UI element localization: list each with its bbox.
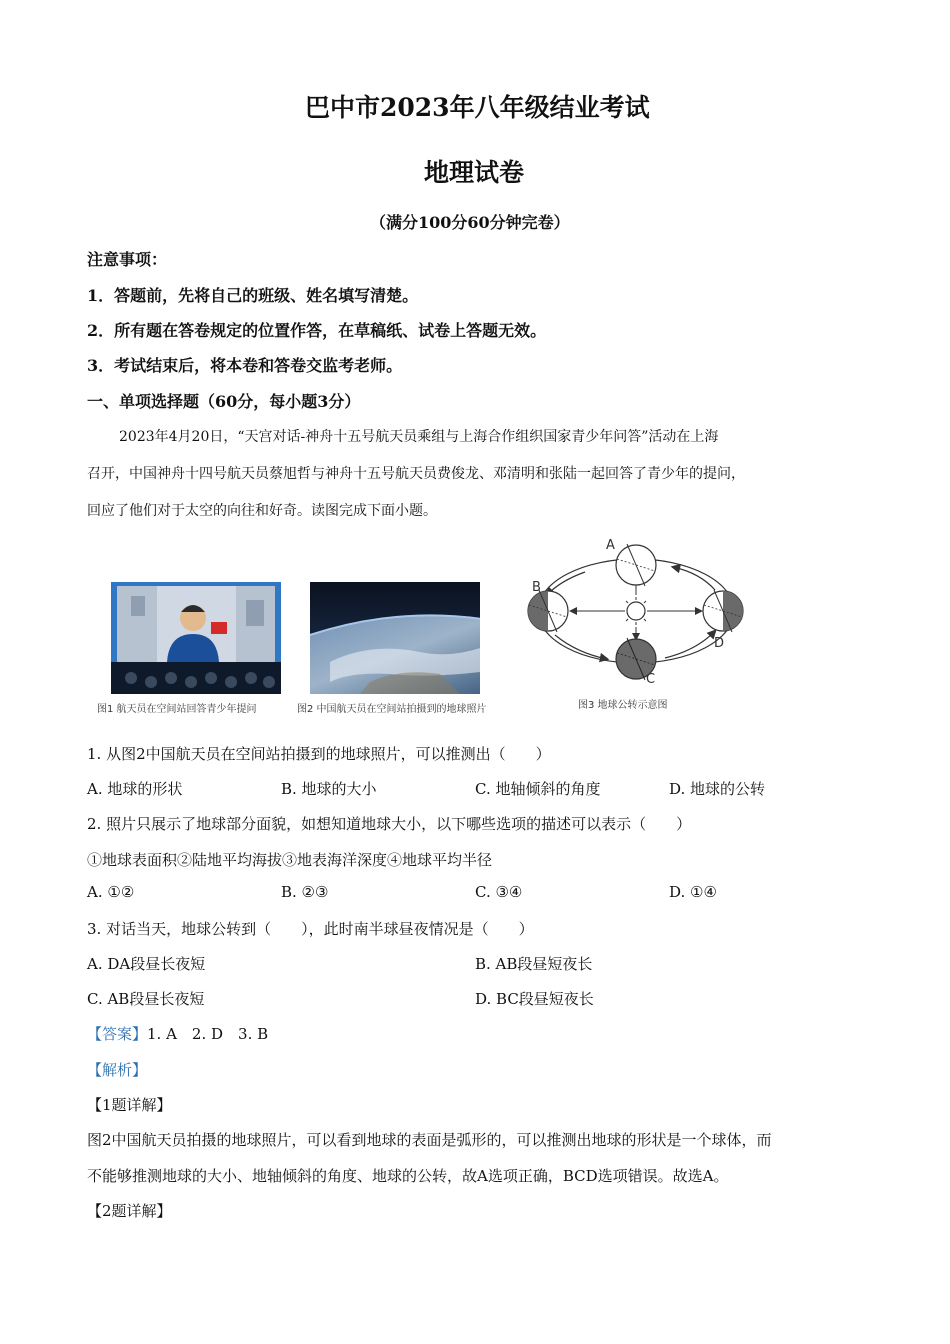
- question-1-option: A. 地球的形状: [87, 780, 183, 798]
- question-3-stem: 3. 对话当天，地球公转到（ ），此时南半球昼夜情况是（ ）: [87, 920, 534, 938]
- passage-line: 召开，中国神舟十四号航天员蔡旭哲与神舟十五号航天员费俊龙、邓清明和张陆一起回答了青少年的提问，: [87, 466, 745, 482]
- question-3-option: D. BC段昼短夜长: [475, 990, 594, 1008]
- exam-note: （满分100分60分钟完卷）: [370, 213, 570, 232]
- section-heading: 一、单项选择题（60分，每小题3分）: [87, 392, 361, 411]
- question-2-stem: 2. 照片只展示了地球部分面貌，如想知道地球大小，以下哪些选项的描述可以表示（ ）: [87, 815, 692, 833]
- revolution-svg: [515, 535, 755, 695]
- question-2-option: C. ③④: [475, 883, 523, 901]
- question-1-option: D. 地球的公转: [669, 780, 766, 798]
- question-1-stem: 1. 从图2中国航天员在空间站拍摄到的地球照片，可以推测出（ ）: [87, 745, 551, 763]
- figure3-caption: 图3 地球公转示意图: [578, 700, 668, 711]
- answer-text: 1. A 2. D 3. B: [147, 1025, 269, 1043]
- earth-illustration: [310, 582, 480, 694]
- sun-icon: [622, 597, 650, 625]
- astronaut-photo: [111, 582, 281, 694]
- revolution-diagram: [515, 535, 755, 695]
- question-2-option: A. ①②: [87, 883, 135, 901]
- label-c: C: [646, 672, 656, 687]
- question-2-option: B. ②③: [281, 883, 329, 901]
- astronaut-illustration: [111, 582, 281, 694]
- question-1-option: B. 地球的大小: [281, 780, 377, 798]
- question-2-extra: ①地球表面积②陆地平均海拔③地表海洋深度④地球平均半径: [87, 851, 493, 869]
- label-b: B: [532, 580, 541, 595]
- earth-photo: [310, 582, 480, 694]
- notice-item: 1．答题前，先将自己的班级、姓名填写清楚。: [87, 286, 419, 305]
- label-d: D: [714, 636, 725, 651]
- notice-item: 3．考试结束后，将本卷和答卷交监考老师。: [87, 356, 403, 375]
- question-2-option: D. ①④: [669, 883, 717, 901]
- question-3-option: B. AB段昼短夜长: [475, 955, 593, 973]
- answer-tag: 【答案】: [87, 1025, 148, 1043]
- notice-item: 2．所有题在答卷规定的位置作答，在草稿纸、试卷上答题无效。: [87, 321, 547, 340]
- earth-b: [528, 590, 568, 632]
- answer-line: [87, 1023, 268, 1044]
- exam-title: 巴中市2023年八年级结业考试: [305, 93, 650, 122]
- question-1-option: C. 地轴倾斜的角度: [475, 780, 601, 798]
- analysis-tag: 【解析】: [87, 1061, 148, 1079]
- label-a: A: [606, 538, 615, 553]
- q2-detail-heading: 【2题详解】: [87, 1202, 172, 1220]
- q1-detail-heading: 【1题详解】: [87, 1096, 172, 1114]
- question-3-option: C. AB段昼长夜短: [87, 990, 205, 1008]
- passage-line: 2023年4月20日，“天宫对话-神舟十五号航天员乘组与上海合作组织国家青少年问答”活动在上海: [119, 429, 719, 445]
- q1-detail-text: 不能够推测地球的大小、地轴倾斜的角度、地球的公转，故A选项正确，BCD选项错误。故选A。: [87, 1167, 729, 1185]
- figure2-caption: 图2 中国航天员在空间站拍摄到的地球照片: [297, 704, 487, 715]
- earth-a: [616, 544, 656, 586]
- q1-detail-text: 图2中国航天员拍摄的地球照片，可以看到地球的表面是弧形的，可以推测出地球的形状是一个球体，而: [87, 1131, 772, 1149]
- earth-d: [703, 590, 743, 632]
- question-3-option: A. DA段昼长夜短: [87, 955, 206, 973]
- passage-line: 回应了他们对于太空的向往和好奇。读图完成下面小题。: [87, 503, 437, 519]
- figure1-caption: 图1 航天员在空间站回答青少年提问: [97, 704, 257, 715]
- notice-heading: 注意事项：: [87, 250, 168, 269]
- exam-subtitle: 地理试卷: [424, 158, 525, 187]
